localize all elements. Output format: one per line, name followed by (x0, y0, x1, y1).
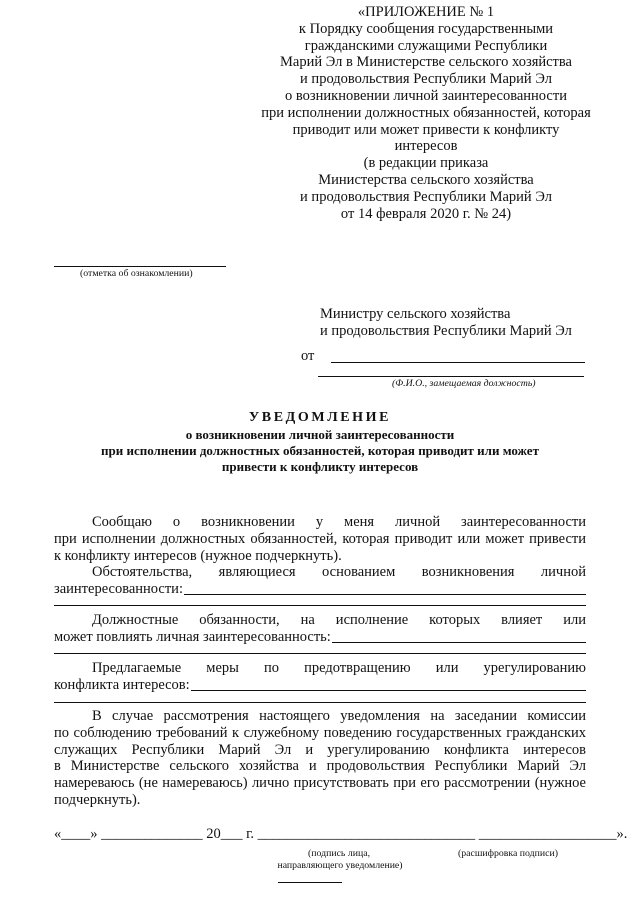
paragraph-line: заинтересованности: (54, 580, 183, 597)
paragraph-line: В случае рассмотрения настоящего уведомления на заседании комиссии (92, 708, 586, 724)
duties-field[interactable] (332, 642, 586, 643)
appendix-line: от 14 февраля 2020 г. № 24) (340, 205, 512, 222)
appendix-header (240, 4, 612, 222)
signature-decoding-caption: (расшифровка подписи) (457, 848, 558, 859)
appendix-line: приводит или может привести к конфликту (292, 121, 560, 138)
acknowledgement-label: (отметка об ознакомлении) (80, 268, 193, 279)
document-subtitle: о возникновении личной заинтересованности (185, 427, 455, 442)
appendix-line: интересов (394, 138, 458, 155)
paragraph-line: Должностные обязанности, на исполнение которых влияет или (92, 612, 586, 628)
appendix-line: Министерства сельского хозяйства (318, 171, 534, 188)
circumstances-field[interactable] (184, 594, 586, 595)
paragraph-attendance (54, 708, 586, 809)
paragraph-line: Предлагаемые меры по предотвращению или урегулированию (92, 660, 586, 676)
addressee-block (320, 306, 572, 340)
appendix-line: о возникновении личной заинтересованности (285, 87, 567, 104)
paragraph-circumstances (54, 564, 586, 598)
appendix-line: при исполнении должностных обязанностей, которая (261, 104, 591, 121)
paragraph-line: намереваюсь (не намереваюсь) лично присутствовать при его рассмотрении (нужное (54, 775, 586, 792)
from-position-field[interactable] (318, 376, 584, 377)
paragraph-duties (54, 612, 586, 646)
acknowledgement-line (54, 266, 226, 267)
appendix-line: и продовольствия Республики Марий Эл (300, 71, 552, 88)
document-subtitle: привести к конфликту интересов (221, 459, 419, 474)
bottom-rule (278, 882, 342, 883)
signature-caption: (подпись лица, (307, 848, 371, 859)
paragraph-line: в Министерстве сельского хозяйства и продовольствия Республики Марий Эл (54, 758, 586, 775)
paragraph-line: конфликта интересов: (54, 676, 190, 693)
duties-field-extra[interactable] (54, 653, 586, 654)
paragraph-line: может повлиять личная заинтересованность: (54, 628, 331, 645)
document-title-block (60, 409, 580, 475)
measures-field-extra[interactable] (54, 702, 586, 703)
paragraph-notification (54, 514, 586, 564)
paragraph-line: по соблюдению требований к служебному поведению государственных гражданских (54, 724, 586, 741)
signature-date-line[interactable]: «____» ______________ 20___ г. ______________________________ ___________________». (54, 826, 628, 842)
addressee-line: Министру сельского хозяйства (320, 306, 511, 322)
from-label: от (301, 348, 315, 364)
addressee-line: и продовольствия Республики Марий Эл (320, 322, 572, 339)
paragraph-line: при исполнении должностных обязанностей, которая приводит или может привести (54, 530, 586, 547)
paragraph-measures (54, 660, 586, 694)
paragraph-line: Обстоятельства, являющиеся основанием возникновения личной (92, 564, 586, 580)
appendix-line: (в редакции приказа (363, 155, 489, 172)
appendix-line: «ПРИЛОЖЕНИЕ № 1 (357, 4, 495, 20)
document-subtitle: при исполнении должностных обязанностей, которая приводит или может (101, 443, 539, 458)
measures-field[interactable] (191, 690, 586, 691)
appendix-line: к Порядку сообщения государственными (298, 20, 554, 37)
paragraph-line: Сообщаю о возникновении у меня личной заинтересованности (92, 514, 586, 530)
paragraph-line: служащих Республики Марий Эл и урегулированию конфликта интересов (54, 741, 586, 758)
circumstances-field-extra[interactable] (54, 605, 586, 606)
appendix-line: Марий Эл в Министерстве сельского хозяйства (280, 54, 572, 71)
from-name-field[interactable] (331, 362, 585, 363)
paragraph-line: подчеркнуть). (54, 791, 141, 808)
appendix-line: гражданскими служащими Республики (304, 37, 548, 54)
document-title: УВЕДОМЛЕНИЕ (248, 410, 392, 425)
appendix-line: и продовольствия Республики Марий Эл (300, 188, 552, 205)
paragraph-line: к конфликту интересов (нужное подчеркнуть). (54, 547, 342, 564)
signature-sender-caption: направляющего уведомление) (277, 860, 403, 871)
from-caption: (Ф.И.О., замещаемая должность) (392, 378, 536, 389)
